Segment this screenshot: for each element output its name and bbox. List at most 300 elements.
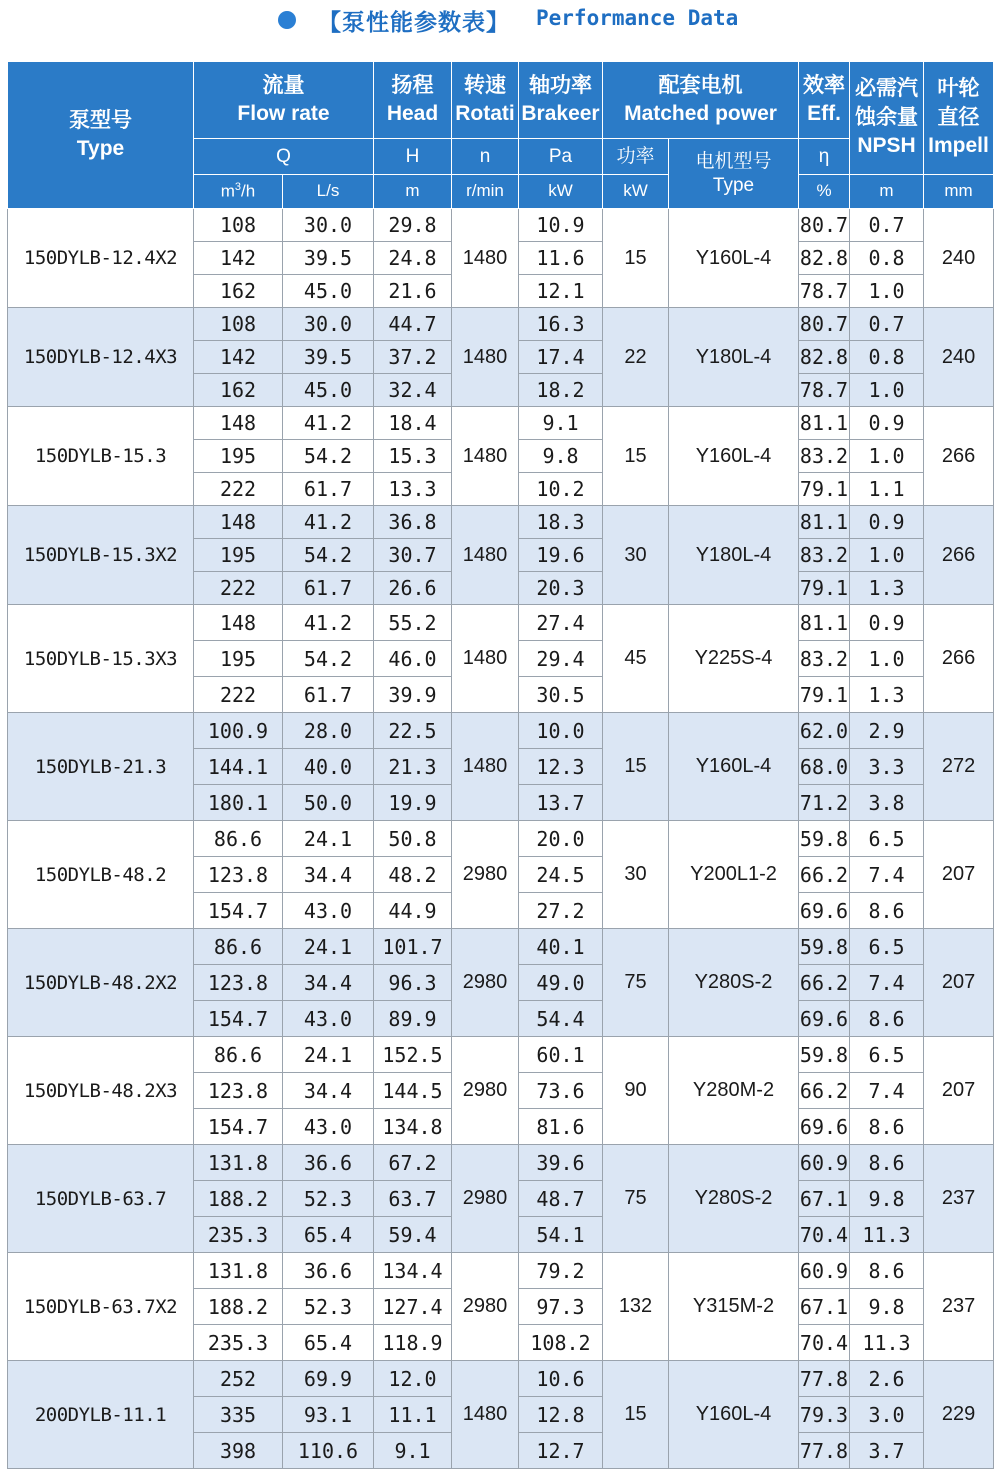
header-impeller: 叶轮 直径 Impell bbox=[924, 62, 994, 175]
impeller-cell: 240 bbox=[924, 308, 994, 407]
impeller-cell: 207 bbox=[924, 821, 994, 929]
head-cell: 11.1 bbox=[374, 1397, 452, 1433]
head-cell: 134.8 bbox=[374, 1109, 452, 1145]
flow-ls-cell: 69.9 bbox=[283, 1361, 374, 1397]
motor-type-cell: Y280M-2 bbox=[669, 1037, 799, 1145]
npsh-cell: 6.5 bbox=[850, 929, 924, 965]
flow-m3h-cell: 188.2 bbox=[194, 1289, 283, 1325]
flow-m3h-cell: 142 bbox=[194, 341, 283, 374]
flow-m3h-cell: 252 bbox=[194, 1361, 283, 1397]
motor-power-cell: 15 bbox=[603, 713, 669, 821]
shaft-power-cell: 29.4 bbox=[519, 641, 603, 677]
flow-m3h-cell: 123.8 bbox=[194, 1073, 283, 1109]
efficiency-cell: 59.8 bbox=[799, 821, 850, 857]
motor-power-cell: 75 bbox=[603, 929, 669, 1037]
performance-table bbox=[7, 61, 994, 1469]
head-cell: 30.7 bbox=[374, 539, 452, 572]
head-cell: 48.2 bbox=[374, 857, 452, 893]
efficiency-cell: 59.8 bbox=[799, 929, 850, 965]
shaft-power-cell: 60.1 bbox=[519, 1037, 603, 1073]
speed-cell: 1480 bbox=[452, 407, 519, 506]
speed-cell: 2980 bbox=[452, 1037, 519, 1145]
head-cell: 46.0 bbox=[374, 641, 452, 677]
title-chinese: 【泵性能参数表】 bbox=[318, 10, 510, 36]
efficiency-cell: 79.1 bbox=[799, 473, 850, 506]
head-cell: 50.8 bbox=[374, 821, 452, 857]
npsh-cell: 1.1 bbox=[850, 473, 924, 506]
impeller-cell: 266 bbox=[924, 407, 994, 506]
pump-type-cell: 200DYLB-11.1 bbox=[8, 1361, 194, 1469]
unit-m3h: $m^3/h$ bbox=[194, 175, 283, 209]
efficiency-cell: 70.4 bbox=[799, 1325, 850, 1361]
efficiency-cell: 79.3 bbox=[799, 1397, 850, 1433]
pump-type-cell: 150DYLB-63.7 bbox=[8, 1145, 194, 1253]
speed-cell: 2980 bbox=[452, 929, 519, 1037]
npsh-cell: 8.6 bbox=[850, 893, 924, 929]
motor-power-cell: 45 bbox=[603, 605, 669, 713]
shaft-power-cell: 19.6 bbox=[519, 539, 603, 572]
motor-type-cell: Y180L-4 bbox=[669, 506, 799, 605]
flow-ls-cell: 43.0 bbox=[283, 893, 374, 929]
flow-m3h-cell: 398 bbox=[194, 1433, 283, 1469]
efficiency-cell: 78.7 bbox=[799, 275, 850, 308]
flow-ls-cell: 39.5 bbox=[283, 341, 374, 374]
flow-m3h-cell: 180.1 bbox=[194, 785, 283, 821]
impeller-cell: 229 bbox=[924, 1361, 994, 1469]
shaft-power-cell: 10.9 bbox=[519, 209, 603, 242]
header-flow: 流量 Flow rate bbox=[194, 62, 374, 139]
flow-ls-cell: 34.4 bbox=[283, 1073, 374, 1109]
npsh-cell: 8.6 bbox=[850, 1253, 924, 1289]
npsh-cell: 0.8 bbox=[850, 341, 924, 374]
table-row bbox=[8, 1037, 994, 1073]
pump-type-cell: 150DYLB-63.7X2 bbox=[8, 1253, 194, 1361]
npsh-cell: 1.0 bbox=[850, 539, 924, 572]
flow-ls-cell: 28.0 bbox=[283, 713, 374, 749]
pump-type-cell: 150DYLB-15.3X3 bbox=[8, 605, 194, 713]
npsh-cell: 9.8 bbox=[850, 1181, 924, 1217]
title-english: Performance Data bbox=[536, 6, 739, 30]
pump-type-cell: 150DYLB-48.2 bbox=[8, 821, 194, 929]
flow-m3h-cell: 131.8 bbox=[194, 1145, 283, 1181]
flow-m3h-cell: 188.2 bbox=[194, 1181, 283, 1217]
impeller-cell: 207 bbox=[924, 929, 994, 1037]
shaft-power-cell: 20.3 bbox=[519, 572, 603, 605]
shaft-power-cell: 9.1 bbox=[519, 407, 603, 440]
npsh-cell: 0.9 bbox=[850, 605, 924, 641]
header-symbol-n: n bbox=[452, 139, 519, 175]
flow-ls-cell: 65.4 bbox=[283, 1217, 374, 1253]
npsh-cell: 11.3 bbox=[850, 1325, 924, 1361]
flow-ls-cell: 54.2 bbox=[283, 641, 374, 677]
efficiency-cell: 70.4 bbox=[799, 1217, 850, 1253]
pump-type-cell: 150DYLB-15.3 bbox=[8, 407, 194, 506]
unit-kw: kW bbox=[519, 175, 603, 209]
efficiency-cell: 77.8 bbox=[799, 1433, 850, 1469]
efficiency-cell: 81.1 bbox=[799, 407, 850, 440]
table-body bbox=[8, 209, 994, 1469]
efficiency-cell: 66.2 bbox=[799, 857, 850, 893]
shaft-power-cell: 20.0 bbox=[519, 821, 603, 857]
motor-power-cell: 15 bbox=[603, 407, 669, 506]
shaft-power-cell: 18.2 bbox=[519, 374, 603, 407]
npsh-cell: 0.7 bbox=[850, 209, 924, 242]
shaft-power-cell: 108.2 bbox=[519, 1325, 603, 1361]
table-row bbox=[8, 506, 994, 539]
flow-ls-cell: 41.2 bbox=[283, 506, 374, 539]
efficiency-cell: 80.7 bbox=[799, 209, 850, 242]
efficiency-cell: 59.8 bbox=[799, 1037, 850, 1073]
npsh-cell: 1.0 bbox=[850, 641, 924, 677]
speed-cell: 1480 bbox=[452, 1361, 519, 1469]
impeller-cell: 237 bbox=[924, 1145, 994, 1253]
efficiency-cell: 71.2 bbox=[799, 785, 850, 821]
shaft-power-cell: 11.6 bbox=[519, 242, 603, 275]
table-row bbox=[8, 1145, 994, 1181]
head-cell: 32.4 bbox=[374, 374, 452, 407]
speed-cell: 1480 bbox=[452, 308, 519, 407]
efficiency-cell: 83.2 bbox=[799, 641, 850, 677]
efficiency-cell: 82.8 bbox=[799, 242, 850, 275]
flow-m3h-cell: 108 bbox=[194, 308, 283, 341]
npsh-cell: 8.6 bbox=[850, 1145, 924, 1181]
efficiency-cell: 79.1 bbox=[799, 572, 850, 605]
flow-ls-cell: 24.1 bbox=[283, 821, 374, 857]
head-cell: 29.8 bbox=[374, 209, 452, 242]
npsh-cell: 11.3 bbox=[850, 1217, 924, 1253]
head-cell: 24.8 bbox=[374, 242, 452, 275]
flow-m3h-cell: 162 bbox=[194, 275, 283, 308]
head-cell: 44.9 bbox=[374, 893, 452, 929]
npsh-cell: 0.9 bbox=[850, 506, 924, 539]
head-cell: 152.5 bbox=[374, 1037, 452, 1073]
table-row bbox=[8, 1361, 994, 1397]
motor-type-cell: Y160L-4 bbox=[669, 407, 799, 506]
flow-m3h-cell: 162 bbox=[194, 374, 283, 407]
head-cell: 37.2 bbox=[374, 341, 452, 374]
flow-m3h-cell: 154.7 bbox=[194, 893, 283, 929]
shaft-power-cell: 97.3 bbox=[519, 1289, 603, 1325]
flow-ls-cell: 41.2 bbox=[283, 407, 374, 440]
shaft-power-cell: 17.4 bbox=[519, 341, 603, 374]
unit-npsh-m: m bbox=[850, 175, 924, 209]
efficiency-cell: 60.9 bbox=[799, 1253, 850, 1289]
flow-ls-cell: 41.2 bbox=[283, 605, 374, 641]
shaft-power-cell: 73.6 bbox=[519, 1073, 603, 1109]
bullet-dot-icon bbox=[278, 11, 296, 29]
flow-ls-cell: 43.0 bbox=[283, 1001, 374, 1037]
flow-m3h-cell: 195 bbox=[194, 440, 283, 473]
table-header bbox=[8, 62, 994, 209]
head-cell: 21.3 bbox=[374, 749, 452, 785]
shaft-power-cell: 9.8 bbox=[519, 440, 603, 473]
efficiency-cell: 81.1 bbox=[799, 506, 850, 539]
shaft-power-cell: 54.4 bbox=[519, 1001, 603, 1037]
flow-m3h-cell: 235.3 bbox=[194, 1217, 283, 1253]
flow-m3h-cell: 86.6 bbox=[194, 929, 283, 965]
impeller-cell: 237 bbox=[924, 1253, 994, 1361]
shaft-power-cell: 40.1 bbox=[519, 929, 603, 965]
npsh-cell: 8.6 bbox=[850, 1109, 924, 1145]
flow-m3h-cell: 100.9 bbox=[194, 713, 283, 749]
motor-type-cell: Y315M-2 bbox=[669, 1253, 799, 1361]
header-symbol-q: Q bbox=[194, 139, 374, 175]
shaft-power-cell: 49.0 bbox=[519, 965, 603, 1001]
table-row bbox=[8, 821, 994, 857]
efficiency-cell: 66.2 bbox=[799, 965, 850, 1001]
unit-percent: % bbox=[799, 175, 850, 209]
npsh-cell: 3.7 bbox=[850, 1433, 924, 1469]
npsh-cell: 1.0 bbox=[850, 374, 924, 407]
shaft-power-cell: 18.3 bbox=[519, 506, 603, 539]
flow-ls-cell: 30.0 bbox=[283, 209, 374, 242]
head-cell: 19.9 bbox=[374, 785, 452, 821]
shaft-power-cell: 13.7 bbox=[519, 785, 603, 821]
flow-ls-cell: 52.3 bbox=[283, 1181, 374, 1217]
head-cell: 26.6 bbox=[374, 572, 452, 605]
npsh-cell: 1.3 bbox=[850, 677, 924, 713]
motor-power-cell: 90 bbox=[603, 1037, 669, 1145]
table-row bbox=[8, 605, 994, 641]
header-head: 扬程 Head bbox=[374, 62, 452, 139]
motor-power-cell: 15 bbox=[603, 1361, 669, 1469]
table-row bbox=[8, 713, 994, 749]
unit-rmin: r/min bbox=[452, 175, 519, 209]
head-cell: 15.3 bbox=[374, 440, 452, 473]
pump-type-cell: 150DYLB-15.3X2 bbox=[8, 506, 194, 605]
impeller-cell: 240 bbox=[924, 209, 994, 308]
header-matched-motor: 配套电机 Matched power bbox=[603, 62, 799, 139]
motor-power-cell: 30 bbox=[603, 821, 669, 929]
npsh-cell: 0.9 bbox=[850, 407, 924, 440]
flow-ls-cell: 54.2 bbox=[283, 440, 374, 473]
speed-cell: 2980 bbox=[452, 1145, 519, 1253]
flow-ls-cell: 93.1 bbox=[283, 1397, 374, 1433]
efficiency-cell: 80.7 bbox=[799, 308, 850, 341]
flow-ls-cell: 110.6 bbox=[283, 1433, 374, 1469]
header-symbol-h: H bbox=[374, 139, 452, 175]
motor-type-cell: Y180L-4 bbox=[669, 308, 799, 407]
pump-type-cell: 150DYLB-12.4X3 bbox=[8, 308, 194, 407]
head-cell: 39.9 bbox=[374, 677, 452, 713]
efficiency-cell: 83.2 bbox=[799, 539, 850, 572]
shaft-power-cell: 10.2 bbox=[519, 473, 603, 506]
flow-m3h-cell: 142 bbox=[194, 242, 283, 275]
efficiency-cell: 79.1 bbox=[799, 677, 850, 713]
flow-m3h-cell: 86.6 bbox=[194, 821, 283, 857]
npsh-cell: 7.4 bbox=[850, 1073, 924, 1109]
pump-type-cell: 150DYLB-21.3 bbox=[8, 713, 194, 821]
flow-ls-cell: 30.0 bbox=[283, 308, 374, 341]
header-symbol-eta: η bbox=[799, 139, 850, 175]
head-cell: 9.1 bbox=[374, 1433, 452, 1469]
head-cell: 44.7 bbox=[374, 308, 452, 341]
efficiency-cell: 77.8 bbox=[799, 1361, 850, 1397]
flow-m3h-cell: 144.1 bbox=[194, 749, 283, 785]
efficiency-cell: 67.1 bbox=[799, 1289, 850, 1325]
flow-ls-cell: 36.6 bbox=[283, 1145, 374, 1181]
npsh-cell: 2.9 bbox=[850, 713, 924, 749]
flow-ls-cell: 45.0 bbox=[283, 374, 374, 407]
head-cell: 36.8 bbox=[374, 506, 452, 539]
flow-m3h-cell: 222 bbox=[194, 473, 283, 506]
flow-m3h-cell: 195 bbox=[194, 539, 283, 572]
flow-ls-cell: 65.4 bbox=[283, 1325, 374, 1361]
efficiency-cell: 66.2 bbox=[799, 1073, 850, 1109]
head-cell: 59.4 bbox=[374, 1217, 452, 1253]
flow-m3h-cell: 335 bbox=[194, 1397, 283, 1433]
header-type: 泵型号 Type bbox=[8, 62, 194, 209]
efficiency-cell: 69.6 bbox=[799, 893, 850, 929]
shaft-power-cell: 16.3 bbox=[519, 308, 603, 341]
efficiency-cell: 78.7 bbox=[799, 374, 850, 407]
flow-ls-cell: 24.1 bbox=[283, 929, 374, 965]
flow-ls-cell: 43.0 bbox=[283, 1109, 374, 1145]
head-cell: 118.9 bbox=[374, 1325, 452, 1361]
flow-ls-cell: 52.3 bbox=[283, 1289, 374, 1325]
efficiency-cell: 81.1 bbox=[799, 605, 850, 641]
flow-m3h-cell: 195 bbox=[194, 641, 283, 677]
flow-ls-cell: 54.2 bbox=[283, 539, 374, 572]
pump-type-cell: 150DYLB-48.2X2 bbox=[8, 929, 194, 1037]
shaft-power-cell: 30.5 bbox=[519, 677, 603, 713]
unit-ls: L/s bbox=[283, 175, 374, 209]
table-row bbox=[8, 209, 994, 242]
npsh-cell: 1.3 bbox=[850, 572, 924, 605]
header-symbol-pa: Pa bbox=[519, 139, 603, 175]
flow-ls-cell: 36.6 bbox=[283, 1253, 374, 1289]
flow-m3h-cell: 131.8 bbox=[194, 1253, 283, 1289]
unit-m: m bbox=[374, 175, 452, 209]
head-cell: 13.3 bbox=[374, 473, 452, 506]
efficiency-cell: 60.9 bbox=[799, 1145, 850, 1181]
npsh-cell: 8.6 bbox=[850, 1001, 924, 1037]
npsh-cell: 3.0 bbox=[850, 1397, 924, 1433]
shaft-power-cell: 39.6 bbox=[519, 1145, 603, 1181]
efficiency-cell: 69.6 bbox=[799, 1001, 850, 1037]
header-motor-type: 电机型号 Type bbox=[669, 139, 799, 209]
table-row bbox=[8, 929, 994, 965]
shaft-power-cell: 81.6 bbox=[519, 1109, 603, 1145]
motor-type-cell: Y200L1-2 bbox=[669, 821, 799, 929]
motor-type-cell: Y225S-4 bbox=[669, 605, 799, 713]
flow-m3h-cell: 154.7 bbox=[194, 1001, 283, 1037]
header-efficiency: 效率 Eff. bbox=[799, 62, 850, 139]
npsh-cell: 6.5 bbox=[850, 1037, 924, 1073]
motor-type-cell: Y280S-2 bbox=[669, 929, 799, 1037]
efficiency-cell: 83.2 bbox=[799, 440, 850, 473]
flow-ls-cell: 40.0 bbox=[283, 749, 374, 785]
npsh-cell: 9.8 bbox=[850, 1289, 924, 1325]
speed-cell: 1480 bbox=[452, 209, 519, 308]
flow-m3h-cell: 148 bbox=[194, 407, 283, 440]
impeller-cell: 207 bbox=[924, 1037, 994, 1145]
npsh-cell: 1.0 bbox=[850, 440, 924, 473]
speed-cell: 1480 bbox=[452, 605, 519, 713]
flow-ls-cell: 45.0 bbox=[283, 275, 374, 308]
shaft-power-cell: 12.1 bbox=[519, 275, 603, 308]
head-cell: 55.2 bbox=[374, 605, 452, 641]
head-cell: 12.0 bbox=[374, 1361, 452, 1397]
flow-m3h-cell: 222 bbox=[194, 677, 283, 713]
motor-power-cell: 22 bbox=[603, 308, 669, 407]
flow-m3h-cell: 222 bbox=[194, 572, 283, 605]
efficiency-cell: 67.1 bbox=[799, 1181, 850, 1217]
head-cell: 63.7 bbox=[374, 1181, 452, 1217]
head-cell: 89.9 bbox=[374, 1001, 452, 1037]
flow-m3h-cell: 154.7 bbox=[194, 1109, 283, 1145]
speed-cell: 1480 bbox=[452, 506, 519, 605]
pump-type-cell: 150DYLB-12.4X2 bbox=[8, 209, 194, 308]
motor-type-cell: Y160L-4 bbox=[669, 713, 799, 821]
head-cell: 144.5 bbox=[374, 1073, 452, 1109]
flow-m3h-cell: 123.8 bbox=[194, 857, 283, 893]
shaft-power-cell: 10.0 bbox=[519, 713, 603, 749]
motor-power-cell: 30 bbox=[603, 506, 669, 605]
flow-ls-cell: 50.0 bbox=[283, 785, 374, 821]
pump-type-cell: 150DYLB-48.2X3 bbox=[8, 1037, 194, 1145]
head-cell: 101.7 bbox=[374, 929, 452, 965]
efficiency-cell: 68.0 bbox=[799, 749, 850, 785]
title-bar bbox=[0, 0, 1000, 48]
shaft-power-cell: 79.2 bbox=[519, 1253, 603, 1289]
shaft-power-cell: 24.5 bbox=[519, 857, 603, 893]
shaft-power-cell: 48.7 bbox=[519, 1181, 603, 1217]
npsh-cell: 2.6 bbox=[850, 1361, 924, 1397]
speed-cell: 2980 bbox=[452, 1253, 519, 1361]
flow-m3h-cell: 108 bbox=[194, 209, 283, 242]
impeller-cell: 266 bbox=[924, 506, 994, 605]
head-cell: 134.4 bbox=[374, 1253, 452, 1289]
impeller-cell: 266 bbox=[924, 605, 994, 713]
head-cell: 18.4 bbox=[374, 407, 452, 440]
flow-ls-cell: 34.4 bbox=[283, 857, 374, 893]
npsh-cell: 0.7 bbox=[850, 308, 924, 341]
flow-m3h-cell: 235.3 bbox=[194, 1325, 283, 1361]
flow-ls-cell: 61.7 bbox=[283, 473, 374, 506]
efficiency-cell: 82.8 bbox=[799, 341, 850, 374]
head-cell: 127.4 bbox=[374, 1289, 452, 1325]
unit-motor-kw: kW bbox=[603, 175, 669, 209]
flow-ls-cell: 24.1 bbox=[283, 1037, 374, 1073]
npsh-cell: 3.8 bbox=[850, 785, 924, 821]
performance-table-container bbox=[7, 61, 994, 1469]
flow-ls-cell: 61.7 bbox=[283, 677, 374, 713]
speed-cell: 2980 bbox=[452, 821, 519, 929]
head-cell: 67.2 bbox=[374, 1145, 452, 1181]
header-shaft-power: 轴功率 Brakeer bbox=[519, 62, 603, 139]
npsh-cell: 3.3 bbox=[850, 749, 924, 785]
motor-type-cell: Y160L-4 bbox=[669, 1361, 799, 1469]
head-cell: 96.3 bbox=[374, 965, 452, 1001]
shaft-power-cell: 12.3 bbox=[519, 749, 603, 785]
npsh-cell: 1.0 bbox=[850, 275, 924, 308]
shaft-power-cell: 27.4 bbox=[519, 605, 603, 641]
table-row bbox=[8, 407, 994, 440]
flow-m3h-cell: 148 bbox=[194, 506, 283, 539]
flow-m3h-cell: 148 bbox=[194, 605, 283, 641]
shaft-power-cell: 27.2 bbox=[519, 893, 603, 929]
npsh-cell: 6.5 bbox=[850, 821, 924, 857]
head-cell: 21.6 bbox=[374, 275, 452, 308]
flow-ls-cell: 34.4 bbox=[283, 965, 374, 1001]
motor-type-cell: Y280S-2 bbox=[669, 1145, 799, 1253]
flow-ls-cell: 61.7 bbox=[283, 572, 374, 605]
motor-power-cell: 15 bbox=[603, 209, 669, 308]
table-row bbox=[8, 308, 994, 341]
impeller-cell: 272 bbox=[924, 713, 994, 821]
header-motor-power: 功率 bbox=[603, 139, 669, 175]
